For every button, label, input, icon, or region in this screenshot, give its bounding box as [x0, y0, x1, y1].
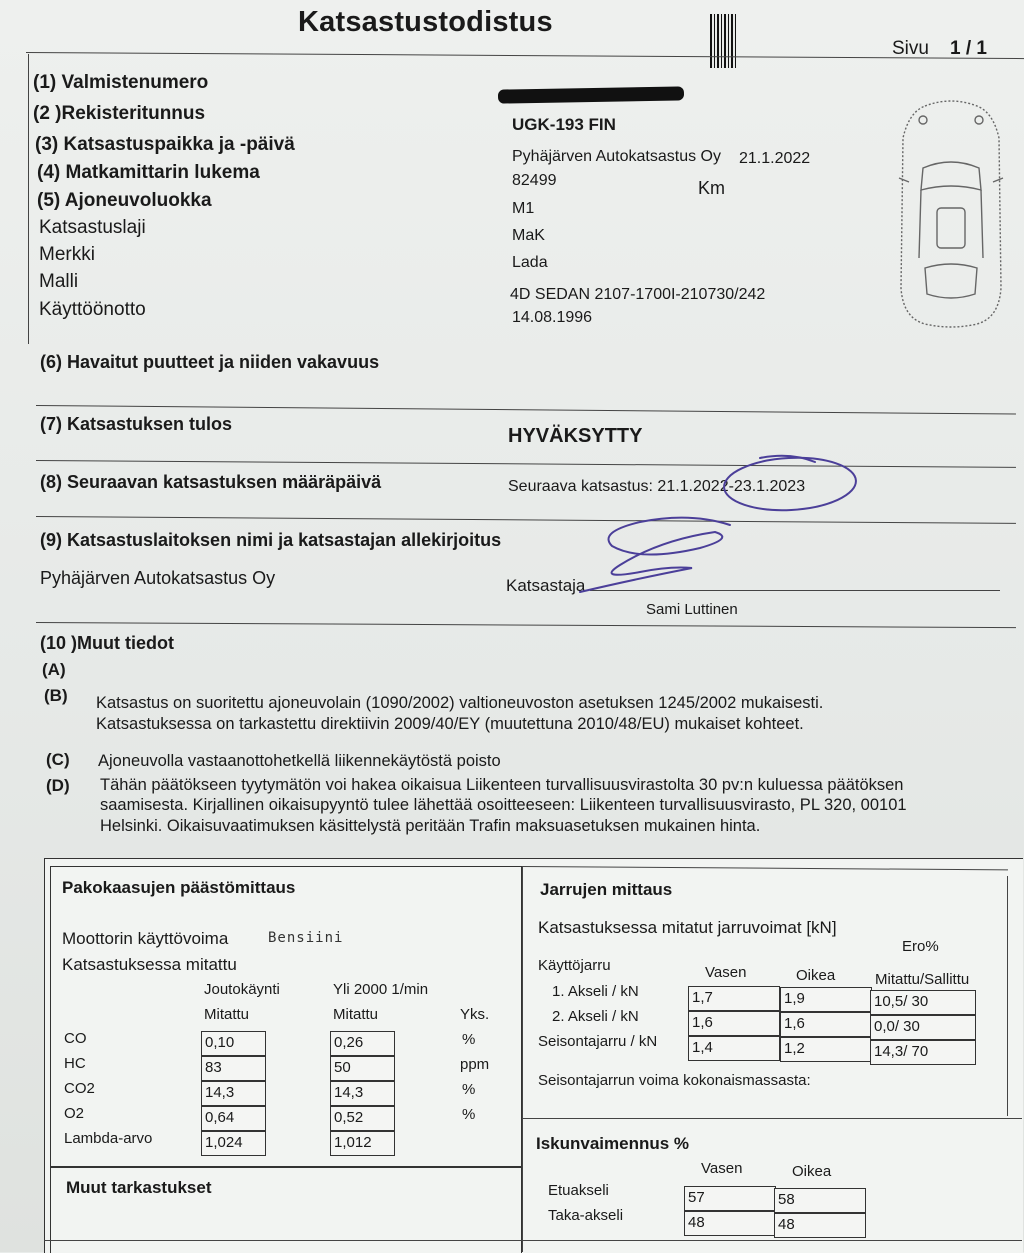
other-d-line3: Helsinki. Oikaisuvaatimuksen käsittelystä peritään Trafin maksuasetuksen mukainen hinta.	[100, 817, 761, 835]
emission-high-cell: 0,26	[330, 1031, 395, 1056]
brake-right-cell: 1,9	[780, 987, 872, 1012]
shock-title: Iskunvaimennus %	[536, 1134, 690, 1153]
high-rpm-header: Yli 2000 1/min	[333, 981, 429, 998]
brake-ratio-cell: 10,5/ 30	[870, 990, 976, 1015]
idle-header: Joutokäynti	[204, 981, 280, 998]
shock-right-cell: 58	[774, 1188, 866, 1213]
emission-row-name: CO2	[64, 1080, 95, 1097]
other-info-title: (10 )Muut tiedot	[40, 633, 174, 653]
label-vehicle-class: (5) Ajoneuvoluokka	[37, 190, 212, 211]
label-model: Malli	[39, 271, 79, 292]
idle-subheader: Mitattu	[204, 1006, 250, 1023]
shock-col-right: Oikea	[792, 1163, 832, 1180]
emission-idle-cell: 14,3	[201, 1081, 266, 1106]
center-divider	[522, 866, 523, 1252]
other-d-line2: saamisesta. Kirjallinen oikaisupyyntö tulee lähettää osoitteeseen: Liikenteen turvallisuusvirasto, PL 320, 00101	[100, 796, 907, 814]
station-value: Pyhäjärven Autokatsastus Oy	[512, 148, 721, 165]
brake-col-left: Vasen	[705, 964, 747, 981]
brake-row-name: 2. Akseli / kN	[552, 1008, 639, 1025]
brake-ratio-cell: 14,3/ 70	[870, 1040, 976, 1065]
emission-row-name: Lambda-arvo	[64, 1130, 153, 1147]
model-value: 4D SEDAN 2107-1700I-210730/242	[510, 286, 766, 303]
units-header: Yks.	[460, 1006, 490, 1023]
fuel-label: Moottorin käyttövoima	[62, 929, 229, 948]
emission-unit: %	[462, 1106, 476, 1123]
brake-right-rule	[1007, 876, 1008, 1116]
other-b-line1: Katsastus on suoritettu ajoneuvolain (1090/2002) valtioneuvoston asetuksen 1245/2002 mukaisesti.	[96, 694, 824, 712]
label-commissioned: Käyttöönotto	[39, 299, 146, 320]
inspector-label: Katsastaja	[506, 576, 586, 595]
label-make: Merkki	[39, 244, 95, 265]
diff-header: Ero%	[902, 938, 939, 955]
other-a-key: (A)	[42, 660, 66, 679]
document-title: Katsastustodistus	[298, 6, 553, 38]
shock-col-left: Vasen	[701, 1160, 743, 1177]
label-vin: (1) Valmistenumero	[33, 72, 209, 93]
label-inspection-type: Katsastuslaji	[39, 217, 146, 238]
shock-left-cell: 57	[684, 1186, 776, 1211]
signature-title: (9) Katsastuslaitoksen nimi ja katsastajan allekirjoitus	[40, 530, 502, 550]
odometer-value: 82499	[512, 172, 557, 189]
signature-mark	[580, 518, 730, 592]
brake-col-right: Oikea	[796, 967, 836, 984]
shock-row-name: Taka-akseli	[548, 1207, 624, 1224]
emission-unit: %	[462, 1031, 476, 1048]
service-brake-label: Käyttöjarru	[538, 957, 611, 974]
emissions-title: Pakokaasujen päästömittaus	[62, 878, 296, 897]
commissioned-value: 14.08.1996	[512, 309, 593, 326]
emission-unit: ppm	[460, 1056, 490, 1073]
inspector-name: Sami Luttinen	[646, 601, 738, 618]
shock-row-name: Etuakseli	[548, 1182, 609, 1199]
emission-high-cell: 1,012	[330, 1131, 395, 1156]
brakes-title: Jarrujen mittaus	[540, 880, 673, 899]
brake-left-cell: 1,6	[688, 1011, 780, 1036]
page-number: 1 / 1	[950, 38, 987, 59]
brake-ratio-cell: 0,0/ 30	[870, 1015, 976, 1040]
label-odometer: (4) Matkamittarin lukema	[37, 162, 260, 183]
brake-right-cell: 1,2	[780, 1037, 872, 1062]
vehicle-class-value: M1	[512, 200, 535, 217]
next-inspection-value: Seuraava katsastus: 21.1.2022-23.1.2023	[508, 478, 806, 495]
emission-high-cell: 14,3	[330, 1081, 395, 1106]
date-circle-mark	[723, 455, 858, 514]
emission-idle-cell: 0,64	[201, 1106, 266, 1131]
emission-idle-cell: 0,10	[201, 1031, 266, 1056]
emission-row-name: CO	[64, 1030, 87, 1047]
signature-company: Pyhäjärven Autokatsastus Oy	[40, 568, 276, 588]
shock-right-cell: 48	[774, 1213, 866, 1238]
other-d-key: (D)	[46, 776, 70, 795]
other-b-line2: Katsastuksessa on tarkastettu direktiivin 2009/40/EY (muutettuna 2010/48/EU) mukaiset kohteet.	[96, 715, 804, 733]
odometer-unit: Km	[698, 178, 725, 198]
label-place-date: (3) Katsastuspaikka ja -päivä	[35, 134, 295, 155]
other-c-line1: Ajoneuvolla vastaanottohetkellä liikennekäytöstä poisto	[98, 752, 501, 770]
label-registration: (2 )Rekisteritunnus	[33, 103, 206, 124]
page-label: Sivu	[892, 38, 929, 59]
misc-title: Muut tarkastukset	[66, 1178, 212, 1197]
other-c-key: (C)	[46, 750, 70, 769]
inspection-type-value: MaK	[512, 227, 545, 244]
brake-row-name: 1. Akseli / kN	[552, 983, 639, 1000]
emission-idle-cell: 83	[201, 1056, 266, 1081]
emission-high-cell: 0,52	[330, 1106, 395, 1131]
registration-value: UGK-193 FIN	[512, 115, 616, 134]
brakes-subtitle: Katsastuksessa mitatut jarruvoimat [kN]	[538, 918, 837, 937]
emissions-box	[50, 866, 522, 1168]
brake-shock-divider	[522, 1118, 1022, 1119]
emission-row-name: O2	[64, 1105, 85, 1122]
brake-row-name: Seisontajarru / kN	[538, 1033, 658, 1050]
brake-right-cell: 1,6	[780, 1012, 872, 1037]
emission-idle-cell: 1,024	[201, 1131, 266, 1156]
shock-left-cell: 48	[684, 1211, 776, 1236]
emission-high-cell: 50	[330, 1056, 395, 1081]
parking-total-label: Seisontajarrun voima kokonaismassasta:	[538, 1072, 811, 1089]
bottom-rule	[44, 1240, 1022, 1241]
measured-label: Katsastuksessa mitattu	[62, 955, 237, 974]
emission-row-name: HC	[64, 1055, 86, 1072]
defects-title: (6) Havaitut puutteet ja niiden vakavuus	[40, 352, 380, 372]
high-rpm-subheader: Mitattu	[333, 1006, 379, 1023]
brake-left-cell: 1,7	[688, 986, 780, 1011]
other-b-key: (B)	[44, 686, 68, 705]
emission-unit: %	[462, 1081, 476, 1098]
next-inspection-title: (8) Seuraavan katsastuksen määräpäivä	[40, 472, 382, 492]
date-value: 21.1.2022	[739, 150, 811, 167]
result-title: (7) Katsastuksen tulos	[40, 414, 233, 434]
make-value: Lada	[512, 254, 548, 271]
other-d-line1: Tähän päätökseen tyytymätön voi hakea oikaisua Liikenteen turvallisuusvirastolta 30 pv:n kuluessa päätöksen	[100, 776, 904, 794]
fuel-value: Bensiini	[268, 930, 344, 946]
brake-left-cell: 1,4	[688, 1036, 780, 1061]
brake-col-ratio: Mitattu/Sallittu	[875, 971, 970, 988]
result-value: HYVÄKSYTTY	[508, 425, 643, 447]
